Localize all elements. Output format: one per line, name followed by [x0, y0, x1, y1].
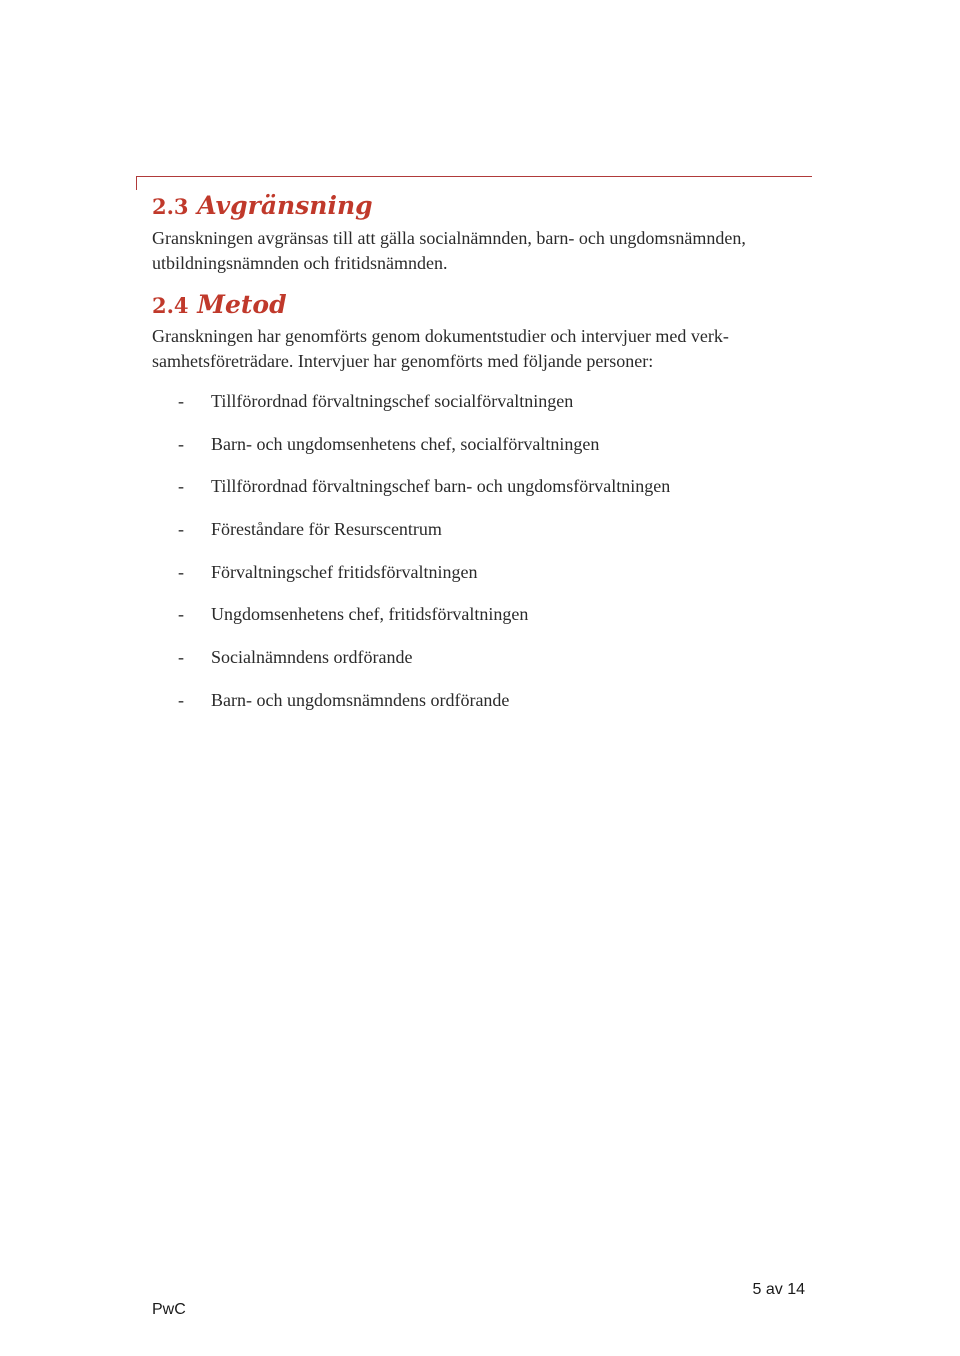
page-number: 5 av 14 [752, 1281, 805, 1298]
header-rule-tick [136, 176, 137, 190]
list-bullet: - [178, 561, 184, 582]
list-bullet: - [178, 476, 184, 497]
interviewee-list [178, 389, 670, 731]
list-bullet: - [178, 391, 184, 411]
footer-company: PwC [152, 1301, 186, 1318]
section-title: Avgränsning [197, 191, 373, 220]
list-item-text: Barn- och ungdomsnämndens ordförande [211, 689, 510, 710]
list-item-text: Föreståndare för Resurscentrum [211, 519, 442, 540]
section-heading-avgransning [152, 191, 373, 222]
list-item-text: Socialnämndens ordförande [211, 647, 413, 668]
list-bullet: - [178, 689, 184, 710]
list-bullet: - [178, 519, 184, 540]
list-item-text: Tillförordnad förvaltningschef socialförvaltningen [211, 391, 574, 411]
section-body-metod: Granskningen har genomförts genom dokumentstudier och intervjuer med verk-samhetsföreträdare. Intervjuer har genomförts med följande personer: [152, 326, 729, 371]
list-bullet: - [178, 433, 184, 454]
list-item-text: Ungdomsenhetens chef, fritidsförvaltningen [211, 604, 529, 625]
section-heading-metod [152, 290, 287, 321]
section-body-avgransning: Granskningen avgränsas till att gälla socialnämnden, barn- och ungdomsnämnden, utbildningsnämnden och fritidsnämnden. [152, 228, 746, 273]
list-item [178, 517, 670, 560]
header-rule [136, 176, 812, 177]
list-item [178, 474, 670, 517]
list-item [178, 560, 670, 603]
list-item-text: Barn- och ungdomsenhetens chef, socialförvaltningen [211, 433, 600, 454]
list-item-text: Tillförordnad förvaltningschef barn- och ungdomsförvaltningen [211, 476, 671, 497]
list-bullet: - [178, 604, 184, 625]
list-item [178, 688, 670, 731]
list-item [178, 602, 670, 645]
list-item-text: Förvaltningschef fritidsförvaltningen [211, 561, 478, 582]
list-item [178, 432, 670, 475]
section-number: 2.4 [152, 293, 189, 318]
section-title: Metod [197, 290, 287, 319]
list-item [178, 645, 670, 688]
list-bullet: - [178, 647, 184, 668]
section-number: 2.3 [152, 194, 189, 219]
list-item [178, 389, 670, 432]
